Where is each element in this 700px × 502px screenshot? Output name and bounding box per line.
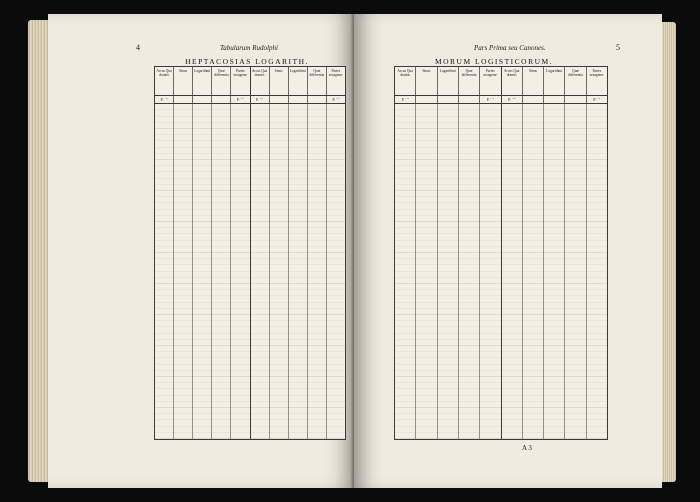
header-arcus: Arcus Qua drantis (155, 67, 174, 95)
units-row: P. ' " P. ' " (155, 96, 250, 104)
units-row: P. ' " P. ' " (251, 96, 346, 104)
table-header (155, 67, 250, 96)
left-running-head: Tabularum Rudolphi (220, 44, 278, 52)
header-sinus: Sinus (174, 67, 193, 95)
left-table-block-1 (155, 67, 251, 439)
header-logarithmi: Logarithmi (193, 67, 212, 95)
left-page-number: 4 (136, 43, 140, 52)
units-row: P. ' " P. ' " (502, 96, 608, 104)
left-log-table (154, 66, 346, 440)
right-table-block-1 (395, 67, 502, 439)
table-header: Arcus Qua drantis Sinus Logarithmi Quæ differentia Partes sexagena- (251, 67, 346, 96)
units-row: P. ' " P. ' " (395, 96, 501, 104)
left-page (48, 14, 354, 488)
right-page (354, 14, 662, 488)
right-running-head: Pars Prima seu Canones. (474, 44, 546, 52)
book (28, 14, 676, 488)
table-rows (395, 104, 501, 439)
signature-mark: A 3 (522, 444, 532, 452)
left-table-caption: HEPTACOSIAS LOGARITH. (185, 57, 309, 66)
right-table-block-2 (502, 67, 608, 439)
right-log-table (394, 66, 608, 440)
left-table-block-2 (251, 67, 346, 439)
table-rows (502, 104, 608, 439)
header-differentia: Quæ differentia (212, 67, 231, 95)
right-page-number: 5 (616, 43, 620, 52)
right-table-caption: MORUM LOGISTICORUM. (434, 57, 554, 66)
table-header: Arcus Qua drantis Sinus Logarithmi Quæ differentia Partes sexagena- (395, 67, 501, 96)
table-header: Arcus Qua drantis Sinus Logarithmi Quæ differentia Partes sexagena- (502, 67, 608, 96)
page-edges-right (662, 22, 676, 482)
page-edges-left (28, 20, 50, 482)
table-rows (155, 104, 250, 439)
header-partes: Partes sexagena- (233, 69, 248, 78)
table-rows (251, 104, 346, 439)
